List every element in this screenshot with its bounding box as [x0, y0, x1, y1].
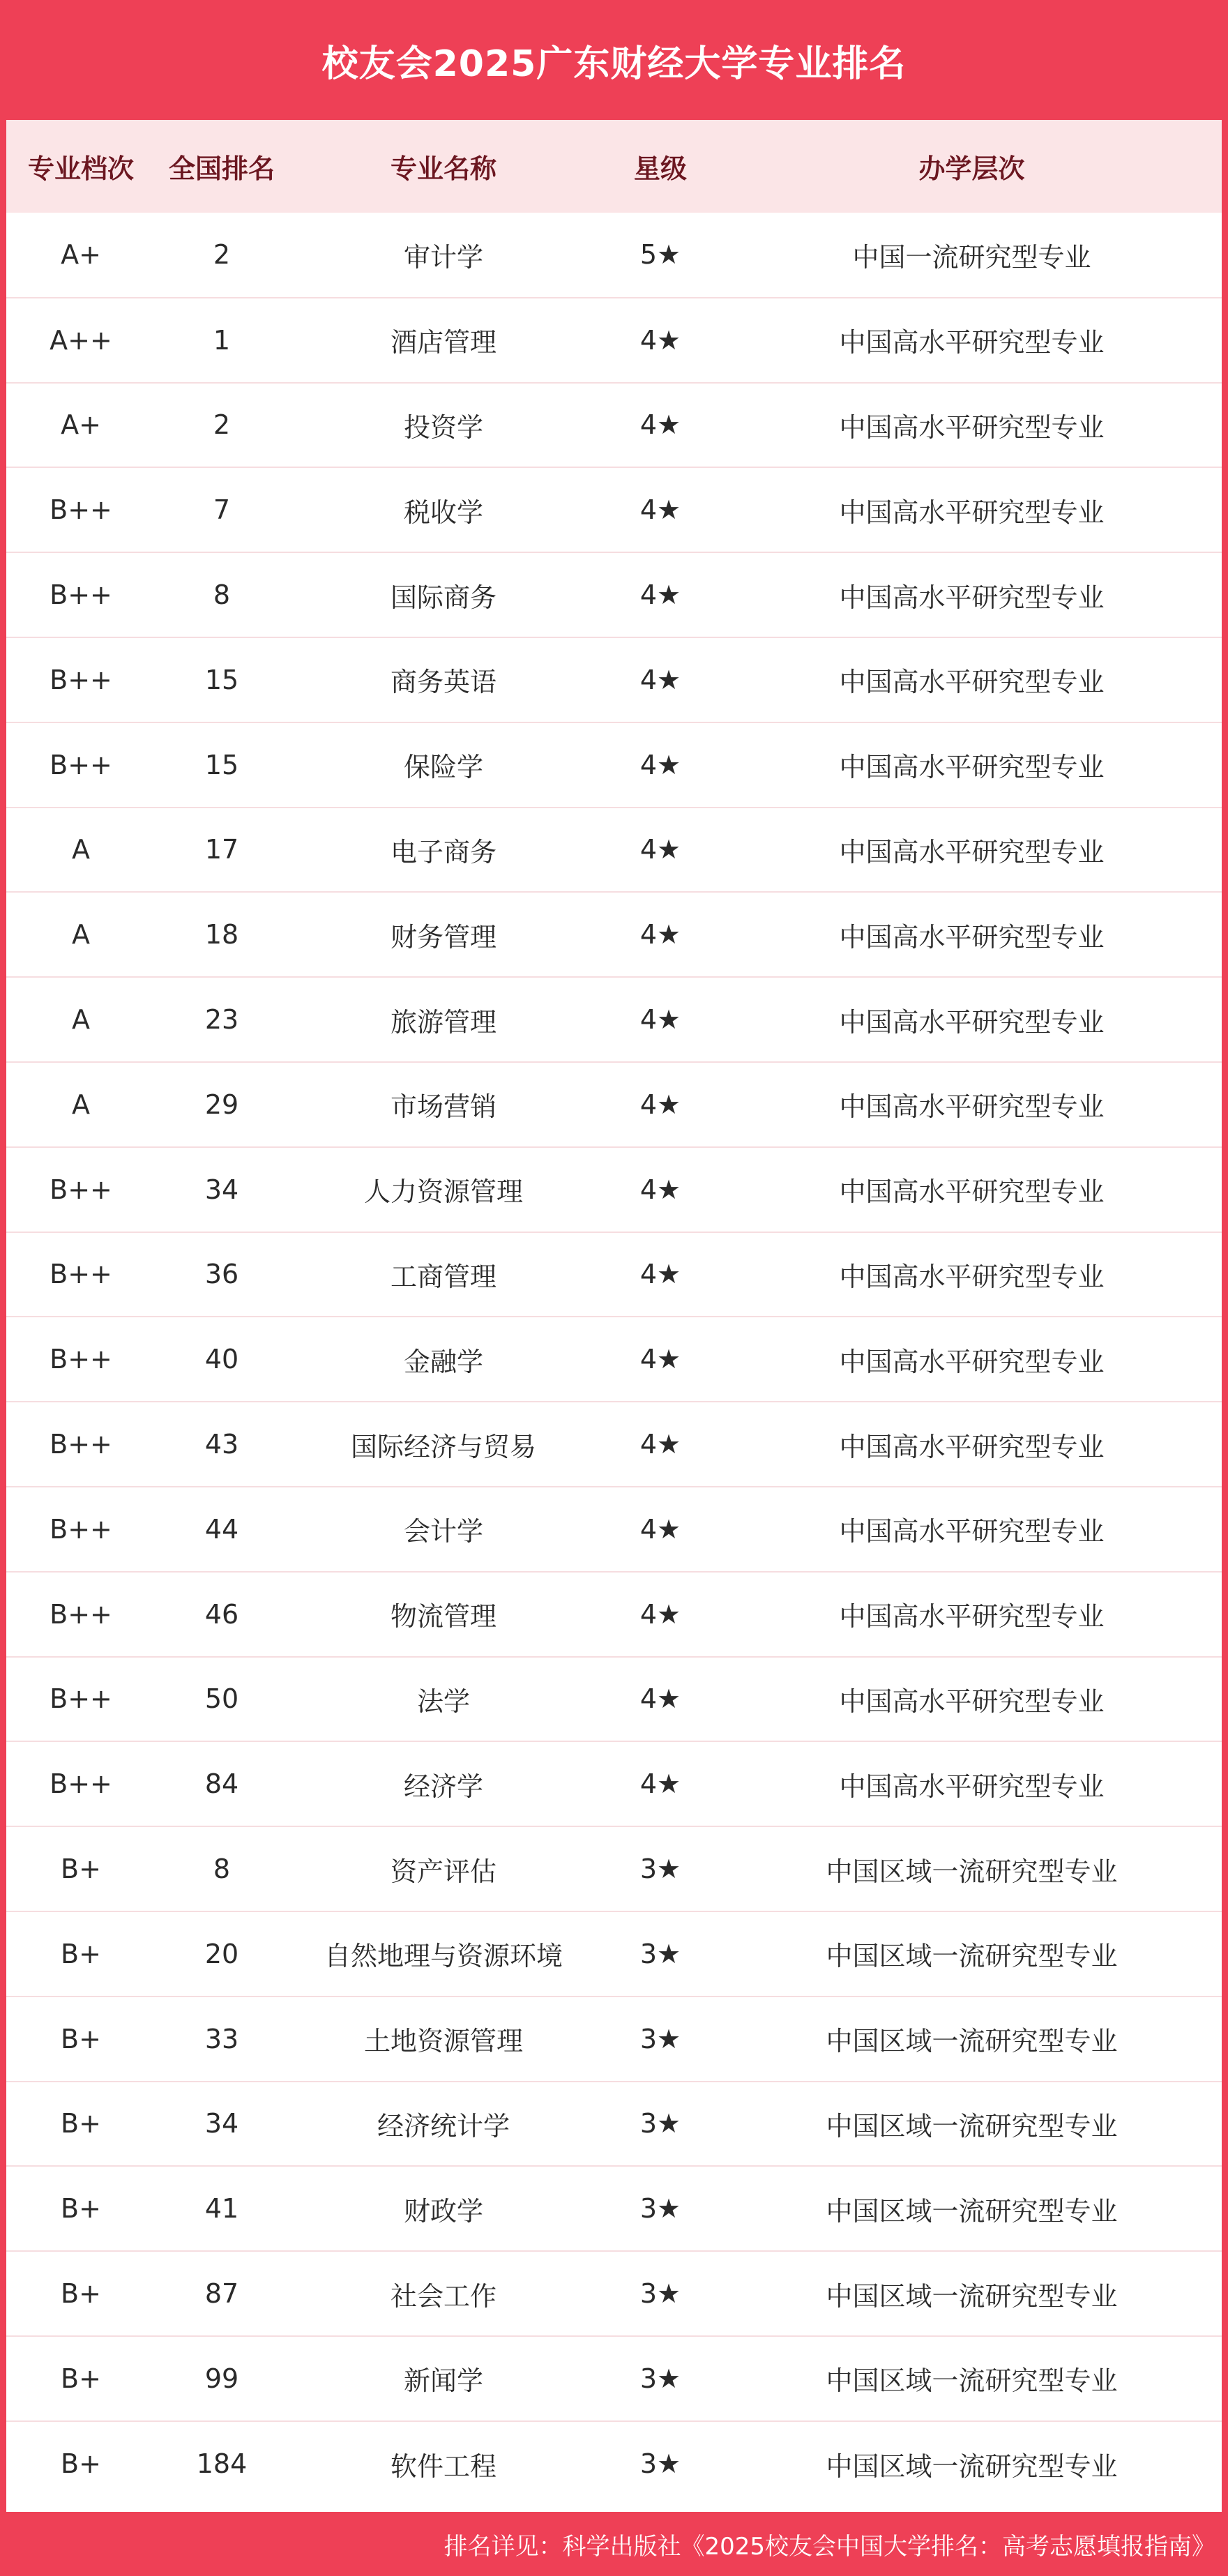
table-row — [6, 2251, 1222, 2336]
cell-major-name: 社会工作 — [390, 2280, 496, 2312]
cell-star-level: 3★ — [639, 1854, 681, 1885]
cell-major-name: 市场营销 — [390, 1091, 496, 1123]
table-row — [6, 1826, 1222, 1911]
cell-major-name: 旅游管理 — [390, 1006, 496, 1038]
cell-star-level: 4★ — [639, 409, 681, 441]
cell-national-rank: 87 — [204, 2278, 239, 2310]
cell-major-grade: A — [72, 919, 90, 950]
cell-school-level: 中国高水平研究型专业 — [839, 752, 1105, 783]
cell-major-grade: B++ — [50, 749, 112, 780]
cell-major-grade: B++ — [50, 1598, 112, 1630]
table-row — [6, 808, 1222, 893]
header-national-rank: 全国排名 — [168, 153, 275, 184]
cell-star-level: 4★ — [639, 494, 681, 526]
ranking-table-panel — [6, 120, 1222, 2512]
cell-star-level: 4★ — [639, 1768, 681, 1800]
cell-star-level: 3★ — [639, 2193, 681, 2225]
cell-major-grade: B++ — [50, 579, 112, 611]
cell-school-level: 中国高水平研究型专业 — [839, 1431, 1105, 1462]
cell-star-level: 4★ — [639, 1089, 681, 1120]
table-row — [6, 1062, 1222, 1147]
cell-national-rank: 29 — [204, 1089, 239, 1120]
cell-major-name: 金融学 — [403, 1346, 483, 1377]
cell-major-name: 财务管理 — [390, 921, 496, 953]
cell-major-name: 商务英语 — [390, 667, 496, 698]
cell-major-name: 国际经济与贸易 — [350, 1431, 536, 1462]
table-row — [6, 552, 1222, 637]
cell-star-level: 4★ — [639, 1174, 681, 1205]
cell-school-level: 中国高水平研究型专业 — [839, 582, 1105, 613]
cell-star-level: 4★ — [639, 1429, 681, 1460]
cell-star-level: 4★ — [639, 1004, 681, 1036]
cell-school-level: 中国区域一流研究型专业 — [826, 2195, 1118, 2227]
cell-star-level: 3★ — [639, 2363, 681, 2394]
cell-national-rank: 36 — [204, 1259, 239, 1290]
cell-national-rank: 43 — [204, 1429, 239, 1460]
header-star-level: 星级 — [633, 153, 687, 184]
cell-school-level: 中国区域一流研究型专业 — [826, 2365, 1118, 2397]
cell-star-level: 3★ — [639, 2023, 681, 2054]
cell-school-level: 中国高水平研究型专业 — [839, 1261, 1105, 1292]
table-row — [6, 467, 1222, 552]
table-header-row — [6, 120, 1222, 213]
cell-national-rank: 2 — [213, 409, 231, 441]
cell-major-name: 软件工程 — [390, 2450, 496, 2482]
cell-major-grade: B+ — [61, 2363, 101, 2394]
header-major-grade: 专业档次 — [27, 153, 134, 184]
table-row — [6, 637, 1222, 722]
table-row — [6, 1402, 1222, 1487]
cell-major-grade: B+ — [61, 2448, 101, 2480]
cell-national-rank: 17 — [204, 834, 239, 865]
cell-national-rank: 34 — [204, 1174, 239, 1205]
cell-star-level: 3★ — [639, 2448, 681, 2480]
cell-school-level: 中国区域一流研究型专业 — [826, 1856, 1118, 1887]
cell-major-name: 法学 — [416, 1685, 470, 1717]
cell-major-name: 工商管理 — [390, 1261, 496, 1292]
cell-national-rank: 8 — [213, 1854, 231, 1885]
cell-school-level: 中国一流研究型专业 — [852, 241, 1091, 273]
cell-national-rank: 46 — [204, 1598, 239, 1630]
cell-school-level: 中国高水平研究型专业 — [839, 1006, 1105, 1038]
cell-school-level: 中国高水平研究型专业 — [839, 1601, 1105, 1632]
cell-school-level: 中国高水平研究型专业 — [839, 497, 1105, 528]
cell-national-rank: 33 — [204, 2023, 239, 2054]
cell-school-level: 中国高水平研究型专业 — [839, 1771, 1105, 1802]
cell-school-level: 中国区域一流研究型专业 — [826, 2450, 1118, 2482]
cell-major-name: 经济统计学 — [377, 2110, 510, 2142]
cell-school-level: 中国高水平研究型专业 — [839, 411, 1105, 443]
cell-national-rank: 7 — [213, 494, 231, 526]
cell-national-rank: 15 — [204, 749, 239, 780]
cell-major-grade: B+ — [61, 2023, 101, 2054]
table-row — [6, 2336, 1222, 2421]
cell-major-name: 投资学 — [403, 411, 483, 443]
cell-school-level: 中国高水平研究型专业 — [839, 667, 1105, 698]
table-row — [6, 1997, 1222, 2082]
cell-major-grade: B++ — [50, 1513, 112, 1545]
cell-major-grade: A+ — [61, 239, 101, 271]
cell-major-name: 土地资源管理 — [363, 2026, 523, 2057]
ranking-table — [6, 120, 1222, 2506]
table-row — [6, 2166, 1222, 2251]
source-footnote: 排名详见：科学出版社《2025校友会中国大学排名：高考志愿填报指南》 — [444, 2532, 1215, 2561]
cell-national-rank: 8 — [213, 579, 231, 611]
cell-major-grade: B+ — [61, 2108, 101, 2139]
cell-major-name: 税收学 — [403, 497, 483, 528]
cell-school-level: 中国区域一流研究型专业 — [826, 2026, 1118, 2057]
cell-star-level: 3★ — [639, 2278, 681, 2310]
table-row — [6, 1657, 1222, 1742]
cell-school-level: 中国区域一流研究型专业 — [826, 2110, 1118, 2142]
cell-school-level: 中国高水平研究型专业 — [839, 836, 1105, 867]
table-row — [6, 1317, 1222, 1402]
table-row — [6, 298, 1222, 383]
cell-major-name: 物流管理 — [390, 1601, 496, 1632]
cell-national-rank: 41 — [204, 2193, 239, 2225]
cell-national-rank: 2 — [213, 239, 231, 271]
cell-star-level: 4★ — [639, 324, 681, 356]
cell-major-name: 电子商务 — [390, 836, 496, 867]
cell-star-level: 4★ — [639, 1683, 681, 1715]
table-body — [6, 213, 1222, 2506]
cell-major-grade: B++ — [50, 1259, 112, 1290]
cell-school-level: 中国高水平研究型专业 — [839, 1346, 1105, 1377]
table-row — [6, 1147, 1222, 1232]
cell-major-name: 人力资源管理 — [363, 1176, 523, 1208]
cell-star-level: 4★ — [639, 1259, 681, 1290]
cell-major-grade: B+ — [61, 2193, 101, 2225]
table-row — [6, 977, 1222, 1062]
table-row — [6, 1911, 1222, 1997]
table-row — [6, 2421, 1222, 2506]
table-row — [6, 2082, 1222, 2167]
table-row — [6, 1232, 1222, 1317]
table-row — [6, 722, 1222, 808]
cell-star-level: 3★ — [639, 1938, 681, 1969]
cell-major-grade: B++ — [50, 1174, 112, 1205]
cell-school-level: 中国区域一流研究型专业 — [826, 1941, 1118, 1972]
cell-major-name: 会计学 — [403, 1516, 483, 1547]
cell-school-level: 中国高水平研究型专业 — [839, 327, 1105, 358]
cell-major-grade: B+ — [61, 1854, 101, 1885]
cell-school-level: 中国区域一流研究型专业 — [826, 2280, 1118, 2312]
cell-major-name: 酒店管理 — [390, 327, 496, 358]
cell-star-level: 4★ — [639, 1344, 681, 1375]
cell-major-grade: A++ — [50, 324, 112, 356]
table-row — [6, 1572, 1222, 1657]
cell-major-grade: B+ — [61, 2278, 101, 2310]
cell-star-level: 3★ — [639, 2108, 681, 2139]
cell-major-grade: B++ — [50, 494, 112, 526]
cell-national-rank: 20 — [204, 1938, 239, 1969]
cell-major-name: 新闻学 — [403, 2365, 483, 2397]
cell-star-level: 4★ — [639, 1513, 681, 1545]
cell-national-rank: 15 — [204, 664, 239, 695]
table-row — [6, 1741, 1222, 1826]
cell-national-rank: 84 — [204, 1768, 239, 1800]
header-school-level: 办学层次 — [918, 153, 1025, 184]
cell-star-level: 4★ — [639, 1598, 681, 1630]
cell-school-level: 中国高水平研究型专业 — [839, 1176, 1105, 1208]
cell-major-name: 国际商务 — [390, 582, 496, 613]
cell-national-rank: 40 — [204, 1344, 239, 1375]
cell-major-grade: A — [72, 1004, 90, 1036]
cell-school-level: 中国高水平研究型专业 — [839, 1091, 1105, 1123]
cell-major-grade: A+ — [61, 409, 101, 441]
cell-star-level: 4★ — [639, 579, 681, 611]
cell-major-grade: B++ — [50, 664, 112, 695]
cell-star-level: 4★ — [639, 749, 681, 780]
cell-national-rank: 184 — [196, 2448, 248, 2480]
cell-major-grade: B++ — [50, 1429, 112, 1460]
header-major-name: 专业名称 — [390, 153, 496, 184]
cell-school-level: 中国高水平研究型专业 — [839, 1516, 1105, 1547]
table-row — [6, 1487, 1222, 1572]
table-row — [6, 892, 1222, 977]
cell-major-grade: B++ — [50, 1683, 112, 1715]
cell-major-grade: B++ — [50, 1344, 112, 1375]
cell-national-rank: 44 — [204, 1513, 239, 1545]
cell-star-level: 4★ — [639, 664, 681, 695]
cell-major-grade: B++ — [50, 1768, 112, 1800]
cell-national-rank: 23 — [204, 1004, 239, 1036]
cell-major-name: 财政学 — [403, 2195, 483, 2227]
cell-school-level: 中国高水平研究型专业 — [839, 1685, 1105, 1717]
cell-major-name: 自然地理与资源环境 — [324, 1941, 563, 1972]
cell-major-name: 保险学 — [403, 752, 483, 783]
cell-major-grade: A — [72, 834, 90, 865]
cell-national-rank: 18 — [204, 919, 239, 950]
cell-school-level: 中国高水平研究型专业 — [839, 921, 1105, 953]
table-row — [6, 383, 1222, 468]
cell-star-level: 5★ — [639, 239, 681, 271]
cell-major-grade: B+ — [61, 1938, 101, 1969]
cell-national-rank: 34 — [204, 2108, 239, 2139]
cell-major-name: 经济学 — [403, 1771, 483, 1802]
page-title: 校友会2025广东财经大学专业排名 — [321, 43, 907, 85]
cell-national-rank: 99 — [204, 2363, 239, 2394]
cell-major-grade: A — [72, 1089, 90, 1120]
cell-major-name: 资产评估 — [390, 1856, 496, 1887]
cell-major-name: 审计学 — [403, 241, 483, 273]
cell-star-level: 4★ — [639, 834, 681, 865]
cell-national-rank: 50 — [204, 1683, 239, 1715]
cell-star-level: 4★ — [639, 919, 681, 950]
cell-national-rank: 1 — [213, 324, 231, 356]
table-row — [6, 213, 1222, 298]
